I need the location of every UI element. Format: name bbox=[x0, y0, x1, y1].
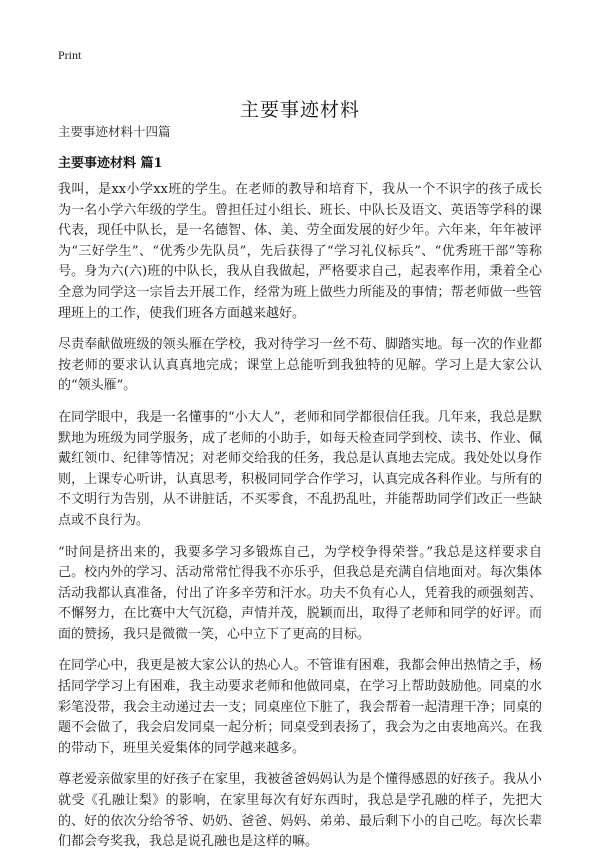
body-paragraph: “时间是挤出来的，我要多学习多锻炼自己，为学校争得荣誉。”我总是这样要求自己。校内外的学习、活动常常忙得我不亦乐乎，但我总是充满自信地面对。每次集体活动我都认真准备，付出了许多辛劳和汗水。功夫不负有心人，凭着我的顽强刻苦、不懈努力，在比赛中大气沉稳，声情并茂，脱颖而出，取得了老师和同学的好评。而面的赞扬，我只是微微一笑，心中立下了更高的目标。 bbox=[58, 544, 542, 642]
body-paragraph: 尊老爱亲做家里的好孩子在家里，我被爸爸妈妈认为是个懂得感恩的好孩子。我从小就受《孔融让梨》的影响，在家里每次有好东西时，我总是学孔融的样子，先把大的、好的依次分给爷爷、奶奶、爸爸、妈妈、弟弟、最后剩下小的自己吃。每次长辈们都会夸奖我，我总是说孔融也是这样的嘛。 bbox=[58, 772, 542, 850]
document-body bbox=[58, 180, 542, 864]
body-paragraph: 我叫，是xx小学xx班的学生。在老师的教导和培育下，我从一个不识字的孩子成长为一名小学六年级的学生。曾担任过小组长、班长、中队长及语文、英语等学科的课代表，现任中队长，是一名德智、体、美、劳全面发展的好少年。六年来，年年被评为“三好学生”、“优秀少先队员”，先后获得了“学习礼仪标兵”、“优秀班干部”等称号。身为六(六)班的中队长，我从自我做起，严格要求自己，起表率作用，秉着全心全意为同学这一宗旨去开展工作，经常为班上做些力所能及的事情；帮老师做一些管理班上的工作，使我们班各方面越来越好。 bbox=[58, 182, 542, 321]
body-paragraph: 尽责奉献做班级的领头雁在学校，我对待学习一丝不苟、脚踏实地。每一次的作业都按老师的要求认认真真地完成；课堂上总能听到我独特的见解。学习上是大家公认的“领头雁”。 bbox=[58, 337, 542, 394]
body-paragraph: 在同学眼中，我是一名懂事的“小大人”，老师和同学都很信任我。几年来，我总是默默地为班级为同学服务，成了老师的小助手，如每天检查同学到校、读书、作业、佩戴红领巾、纪律等情况；对老师交给我的任务，我总是认真地去完成。我处处以身作则，上课专心听讲，认真思考，积极同同学合作学习，认真完成各科作业。与所有的不文明行为告别，从不讲脏话，不买零食，不乱扔乱吐，并能帮助同学们改正一些缺点或不良行为。 bbox=[58, 409, 542, 528]
document-title: 主要事迹材料 bbox=[239, 98, 360, 121]
print-label: Print bbox=[58, 48, 82, 62]
body-paragraph: 在同学心中，我更是被大家公认的热心人。不管谁有困难，我都会伸出热情之手，杨括同学学习上有困难，我主动要求老师和他做同桌，在学习上帮助鼓励他。同桌的水彩笔没带，我会主动递过去一支；同桌座位下脏了，我会帮着一起清理干净；同桌的题不会做了，我会启发同桌一起分析；同桌受到表扬了，我会为之由衷地高兴。在我的带动下，班里关爱集体的同学越来越多。 bbox=[58, 658, 542, 756]
document-subtitle: 主要事迹材料十四篇 bbox=[58, 124, 171, 139]
section-heading: 主要事迹材料 篇1 bbox=[58, 156, 163, 171]
